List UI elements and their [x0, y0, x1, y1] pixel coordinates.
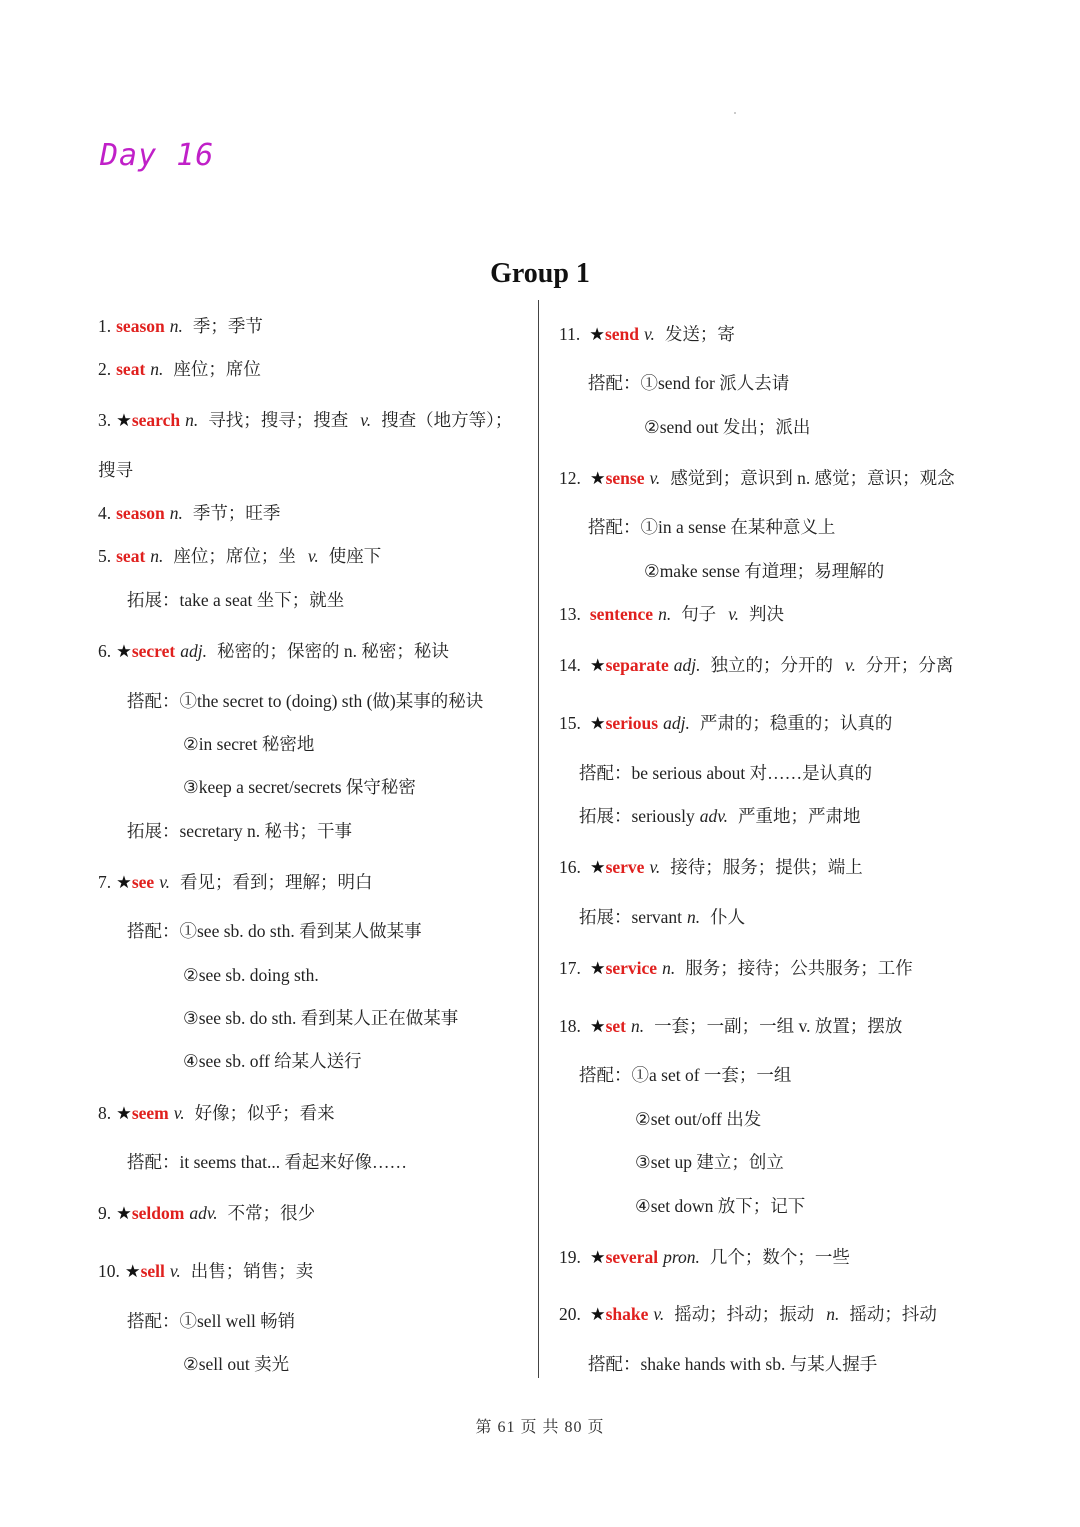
- note-label: 拓展：: [127, 821, 180, 841]
- part-of-speech: adv.: [699, 806, 729, 826]
- part-of-speech: v.: [159, 872, 171, 892]
- star-icon: ★: [589, 857, 606, 877]
- part-of-speech: v.: [360, 410, 372, 430]
- note-text: ②make sense 有道理；易理解的: [644, 561, 885, 581]
- sub-note-item: [635, 1150, 784, 1174]
- note-label: 搭配：: [127, 1152, 180, 1172]
- star-icon: ★: [116, 1103, 132, 1123]
- part-of-speech: v.: [169, 1261, 181, 1281]
- star-icon: ★: [116, 641, 132, 661]
- note-text: ①see sb. do sth. 看到某人做某事: [179, 921, 422, 941]
- entry-number: 5.: [98, 546, 112, 566]
- headword: season: [116, 316, 165, 336]
- definition-continued: [98, 458, 133, 482]
- vocab-entry: [98, 870, 373, 894]
- part-of-speech: n.: [687, 907, 701, 927]
- vocab-entry: [98, 357, 261, 381]
- note-label: 搭配：: [588, 373, 641, 393]
- headword: several: [605, 1247, 659, 1267]
- entry-number: 19.: [559, 1247, 581, 1267]
- note-label: 搭配：: [127, 1311, 180, 1331]
- definition: 几个；数个；一些: [709, 1247, 850, 1267]
- vocab-entry: [559, 1014, 902, 1038]
- note-label: 拓展：: [579, 806, 632, 826]
- part-of-speech: n.: [150, 359, 164, 379]
- headword: serve: [605, 857, 645, 877]
- vocab-entry: [559, 1245, 850, 1269]
- sub-note: [579, 804, 861, 828]
- definition: 摇动；抖动: [849, 1304, 937, 1324]
- note-text: ④set down 放下；记下: [635, 1196, 806, 1216]
- page-footer: 第 61 页 共 80 页: [475, 1419, 605, 1436]
- star-icon: ★: [589, 468, 606, 488]
- entry-number: 20.: [559, 1304, 581, 1324]
- star-icon: ★: [116, 1203, 132, 1223]
- entry-number: 7.: [98, 872, 112, 892]
- star-icon: ★: [116, 872, 132, 892]
- sub-note: [127, 919, 422, 943]
- definition: 季节；旺季: [192, 503, 281, 523]
- definition: 搜查（地方等）；: [381, 410, 513, 430]
- star-icon: ★: [589, 1016, 606, 1036]
- sub-note: [127, 819, 352, 843]
- definition: 发送；寄: [664, 324, 735, 344]
- star-icon: ★: [589, 958, 606, 978]
- part-of-speech: v.: [649, 857, 661, 877]
- definition: 感觉到；意识到 n. 感觉；意识；观念: [670, 468, 955, 488]
- vocab-entry: [559, 653, 953, 677]
- entry-number: 8.: [98, 1103, 112, 1123]
- definition: 座位；席位: [173, 359, 261, 379]
- note-label: 搭配：: [588, 517, 641, 537]
- vocab-entry: [559, 956, 913, 980]
- part-of-speech: adj.: [673, 655, 701, 675]
- vocab-entry: [559, 466, 955, 490]
- definition: 一套；一副；一组 v. 放置；摆放: [654, 1016, 903, 1036]
- headword: set: [605, 1016, 626, 1036]
- headword: see: [131, 872, 155, 892]
- definition: 服务；接待；公共服务；工作: [685, 958, 913, 978]
- note-label: 搭配：: [579, 763, 632, 783]
- headword: separate: [605, 655, 669, 675]
- note-text: 仆人: [710, 907, 746, 927]
- note-label: 搭配：: [588, 1354, 641, 1374]
- definition: 好像；似乎；看来: [194, 1103, 335, 1123]
- entry-number: 17.: [559, 958, 581, 978]
- headword: seem: [131, 1103, 169, 1123]
- vocab-entry: [98, 1201, 315, 1225]
- vocab-entry: [559, 322, 735, 346]
- note-text: ①sell well 畅销: [179, 1311, 296, 1331]
- speck: [734, 112, 736, 114]
- note-text: ①send for 派人去请: [640, 373, 790, 393]
- note-label: 拓展：: [579, 907, 632, 927]
- part-of-speech: adj.: [663, 713, 690, 733]
- note-text: ②in secret 秘密地: [183, 734, 315, 754]
- entry-number: 2.: [98, 359, 112, 379]
- note-text: ②see sb. doing sth.: [183, 965, 319, 985]
- sub-note: [127, 588, 344, 612]
- sub-note: [588, 1352, 877, 1376]
- sub-note: [579, 905, 745, 929]
- vocab-entry: [98, 639, 449, 663]
- note-text: ②sell out 卖光: [183, 1354, 290, 1374]
- part-of-speech: n.: [150, 546, 164, 566]
- vocab-entry: [98, 408, 512, 432]
- vocab-entry: [559, 1302, 937, 1326]
- sub-note-item: [644, 415, 810, 439]
- entry-number: 11.: [559, 324, 581, 344]
- headword: season: [116, 503, 165, 523]
- sub-note-item: [183, 1049, 362, 1073]
- note-text: ③keep a secret/secrets 保守秘密: [183, 777, 416, 797]
- part-of-speech: v.: [653, 1304, 665, 1324]
- day-title: Day 16: [100, 138, 215, 173]
- vocab-entry: [559, 711, 892, 735]
- note-text: it seems that... 看起来好像……: [179, 1152, 407, 1172]
- part-of-speech: adj.: [180, 641, 207, 661]
- note-text: 严重地；严肃地: [738, 806, 861, 826]
- headword: search: [131, 410, 181, 430]
- part-of-speech: v.: [643, 324, 655, 344]
- headword: service: [605, 958, 658, 978]
- definition: 摇动；抖动；振动: [674, 1304, 815, 1324]
- part-of-speech: adv.: [189, 1203, 218, 1223]
- part-of-speech: n.: [169, 503, 183, 523]
- headword: seat: [116, 359, 146, 379]
- vocab-entry: [98, 1259, 313, 1283]
- star-icon: ★: [589, 1304, 606, 1324]
- part-of-speech: v.: [173, 1103, 185, 1123]
- sub-note-item: [635, 1194, 805, 1218]
- entry-number: 14.: [559, 655, 581, 675]
- definition: 使座下: [328, 546, 382, 566]
- sub-note: [579, 1063, 791, 1087]
- note-text: ③set up 建立；创立: [635, 1152, 784, 1172]
- note-text: ①the secret to (doing) sth (做)某事的秘诀: [179, 691, 484, 711]
- sub-note-item: [183, 775, 416, 799]
- entry-number: 13.: [559, 604, 581, 624]
- definition: 独立的；分开的: [710, 655, 834, 675]
- definition: 寻找；搜寻；搜查: [208, 410, 349, 430]
- definition: 句子: [681, 604, 717, 624]
- column-divider: [538, 300, 539, 1378]
- sub-note: [127, 689, 483, 713]
- headword: serious: [605, 713, 659, 733]
- headword: seldom: [131, 1203, 185, 1223]
- entry-number: 9.: [98, 1203, 112, 1223]
- note-label: 搭配：: [579, 1065, 632, 1085]
- note-text: ④see sb. off 给某人送行: [183, 1051, 362, 1071]
- entry-number: 1.: [98, 316, 112, 336]
- entry-number: 4.: [98, 503, 112, 523]
- definition: 不常；很少: [227, 1203, 316, 1223]
- vocab-entry: [98, 1101, 335, 1125]
- note-text: ②send out 发出；派出: [644, 417, 811, 437]
- vocab-entry: [559, 602, 784, 626]
- definition: 座位；席位；坐: [173, 546, 296, 566]
- definition: 出售；销售；卖: [190, 1261, 314, 1281]
- sub-note: [127, 1309, 295, 1333]
- definition: 接待；服务；提供；端上: [670, 857, 863, 877]
- headword: send: [604, 324, 639, 344]
- sub-note: [588, 371, 789, 395]
- part-of-speech: n.: [630, 1016, 645, 1036]
- note-label: 搭配：: [127, 691, 180, 711]
- headword: shake: [605, 1304, 649, 1324]
- group-title: Group 1: [490, 258, 590, 289]
- definition: 判决: [749, 604, 785, 624]
- star-icon: ★: [589, 713, 606, 733]
- definition: 严肃的；稳重的；认真的: [699, 713, 893, 733]
- note-label: 搭配：: [127, 921, 180, 941]
- part-of-speech: v.: [728, 604, 740, 624]
- part-of-speech: n.: [826, 1304, 840, 1324]
- headword: sell: [140, 1261, 165, 1281]
- definition: 看见；看到；理解；明白: [180, 872, 373, 892]
- headword: secret: [131, 641, 176, 661]
- entry-number: 15.: [559, 713, 581, 733]
- definition: 季；季节: [192, 316, 263, 336]
- part-of-speech: v.: [845, 655, 856, 675]
- part-of-speech: n.: [169, 316, 183, 336]
- sub-note-item: [183, 1006, 458, 1030]
- entry-number: 12.: [559, 468, 581, 488]
- part-of-speech: n.: [662, 958, 676, 978]
- part-of-speech: v.: [649, 468, 661, 488]
- part-of-speech: pron.: [663, 1247, 700, 1267]
- part-of-speech: v.: [307, 546, 319, 566]
- star-icon: ★: [589, 655, 606, 675]
- sub-note-item: [644, 559, 884, 583]
- sub-note: [579, 761, 872, 785]
- part-of-speech: n.: [658, 604, 672, 624]
- definition: 分开；分离: [865, 655, 954, 675]
- headword: sentence: [589, 604, 654, 624]
- definition: 搜寻: [98, 460, 133, 480]
- note-text: secretary n. 秘书；干事: [179, 821, 353, 841]
- star-icon: ★: [589, 1247, 606, 1267]
- star-icon: ★: [589, 324, 605, 344]
- sub-note: [127, 1150, 407, 1174]
- note-text: shake hands with sb. 与某人握手: [640, 1354, 878, 1374]
- definition: 秘密的；保密的 n. 秘密；秘诀: [216, 641, 449, 661]
- vocab-entry: [559, 855, 863, 879]
- note-text: ②set out/off 出发: [635, 1109, 762, 1129]
- note-text: seriously: [631, 806, 695, 826]
- part-of-speech: n.: [185, 410, 199, 430]
- note-text: ③see sb. do sth. 看到某人正在做某事: [183, 1008, 459, 1028]
- entry-number: 18.: [559, 1016, 581, 1036]
- entry-number: 3.: [98, 410, 112, 430]
- note-text: servant: [631, 907, 683, 927]
- star-icon: ★: [116, 410, 132, 430]
- sub-note-item: [183, 1352, 289, 1376]
- vocab-entry: [98, 314, 263, 338]
- note-label: 拓展：: [127, 590, 180, 610]
- vocab-entry: [98, 544, 381, 568]
- headword: sense: [605, 468, 645, 488]
- sub-note: [588, 515, 835, 539]
- entry-number: 6.: [98, 641, 112, 661]
- note-text: be serious about 对……是认真的: [631, 763, 873, 783]
- vocab-entry: [98, 501, 280, 525]
- sub-note-item: [183, 732, 314, 756]
- star-icon: ★: [124, 1261, 141, 1281]
- headword: seat: [116, 546, 146, 566]
- note-text: ①in a sense 在某种意义上: [640, 517, 836, 537]
- sub-note-item: [635, 1107, 761, 1131]
- note-text: take a seat 坐下；就坐: [179, 590, 345, 610]
- entry-number: 10.: [98, 1261, 120, 1281]
- note-text: ①a set of 一套；一组: [631, 1065, 792, 1085]
- entry-number: 16.: [559, 857, 581, 877]
- sub-note-item: [183, 963, 319, 987]
